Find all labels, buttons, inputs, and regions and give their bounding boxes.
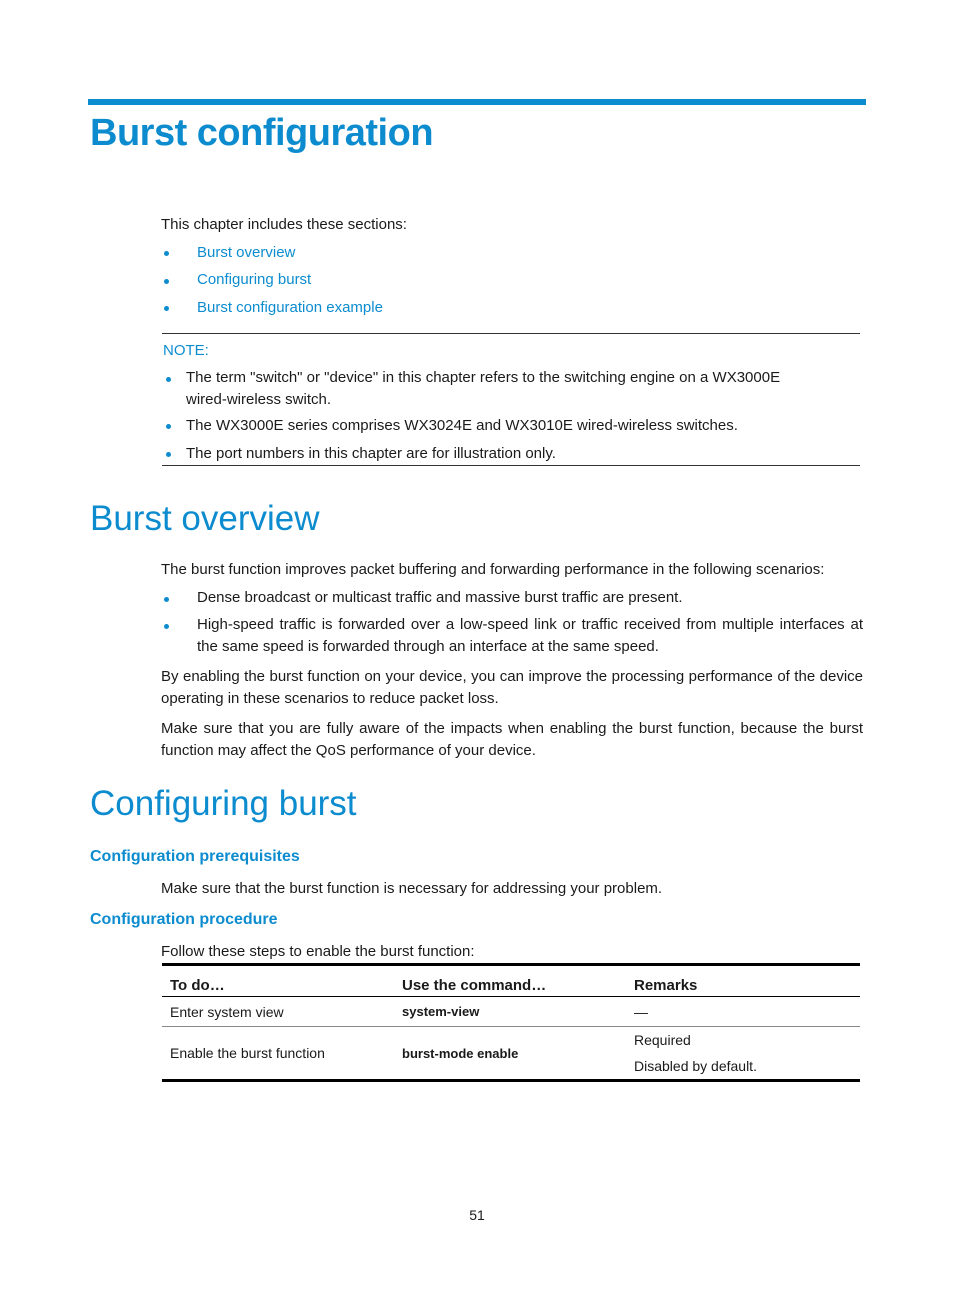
remarks-line: Disabled by default.	[634, 1058, 757, 1074]
chapter-intro: This chapter includes these sections:	[161, 216, 407, 233]
subsection-title-prerequisites: Configuration prerequisites	[90, 848, 300, 865]
toc-link-configuring-burst[interactable]: Configuring burst	[197, 271, 312, 288]
bullet-icon	[166, 452, 171, 457]
table-cell-todo: Enable the burst function	[162, 1027, 394, 1081]
section-title-configuring-burst: Configuring burst	[90, 784, 357, 823]
table-header-todo: To do…	[162, 965, 394, 997]
procedure-intro: Follow these steps to enable the burst function:	[161, 943, 475, 960]
bullet-icon	[164, 597, 169, 602]
overview-bullet: Dense broadcast or multicast traffic and massive burst traffic are present.	[197, 589, 683, 606]
note-item: The term "switch" or "device" in this chapter refers to the switching engine on a WX3000E wired-wireless switch.	[186, 369, 781, 408]
overview-paragraph: By enabling the burst function on your device, you can improve the processing performance of the device operating in these scenarios to reduce packet loss.	[161, 668, 863, 707]
subsection-title-procedure: Configuration procedure	[90, 911, 278, 928]
bullet-icon	[164, 251, 169, 256]
chapter-title: Burst configuration	[90, 112, 434, 154]
table-cell-remarks	[626, 1027, 860, 1081]
overview-paragraph: Make sure that you are fully aware of the impacts when enabling the burst function, because the burst function may affect the QoS performance of your device.	[161, 720, 863, 759]
table-row	[162, 997, 860, 1027]
bullet-icon	[166, 424, 171, 429]
table-cell-todo: Enter system view	[162, 997, 394, 1027]
note-label: NOTE:	[163, 342, 209, 359]
bullet-icon	[166, 377, 171, 382]
page-number: 51	[469, 1207, 485, 1223]
bullet-icon	[164, 306, 169, 311]
table-header-row	[162, 965, 860, 997]
table-header-command: Use the command…	[394, 965, 626, 997]
section-title-burst-overview: Burst overview	[90, 499, 320, 538]
bullet-icon	[164, 279, 169, 284]
table-cell-command: burst-mode enable	[394, 1027, 626, 1081]
note-item: The port numbers in this chapter are for illustration only.	[186, 445, 556, 462]
table-row	[162, 1027, 860, 1081]
toc-link-burst-overview[interactable]: Burst overview	[197, 244, 296, 261]
table-cell-remarks: —	[626, 997, 860, 1027]
table-header-remarks: Remarks	[626, 965, 860, 997]
command-table	[162, 963, 860, 1082]
note-top-rule	[162, 333, 860, 334]
overview-bullet: High-speed traffic is forwarded over a low-speed link or traffic received from multiple interfaces at the same speed is forwarded through an interface at the same speed.	[197, 616, 863, 655]
prerequisites-text: Make sure that the burst function is necessary for addressing your problem.	[161, 880, 663, 897]
toc-link-burst-configuration-example[interactable]: Burst configuration example	[197, 299, 383, 316]
table-cell-command: system-view	[394, 997, 626, 1027]
note-item: The WX3000E series comprises WX3024E and WX3010E wired-wireless switches.	[186, 417, 738, 434]
overview-intro: The burst function improves packet buffering and forwarding performance in the following scenarios:	[161, 561, 825, 578]
bullet-icon	[164, 624, 169, 629]
note-bottom-rule	[162, 465, 860, 466]
remarks-line: Required	[634, 1032, 691, 1048]
chapter-title-rule	[88, 99, 866, 105]
